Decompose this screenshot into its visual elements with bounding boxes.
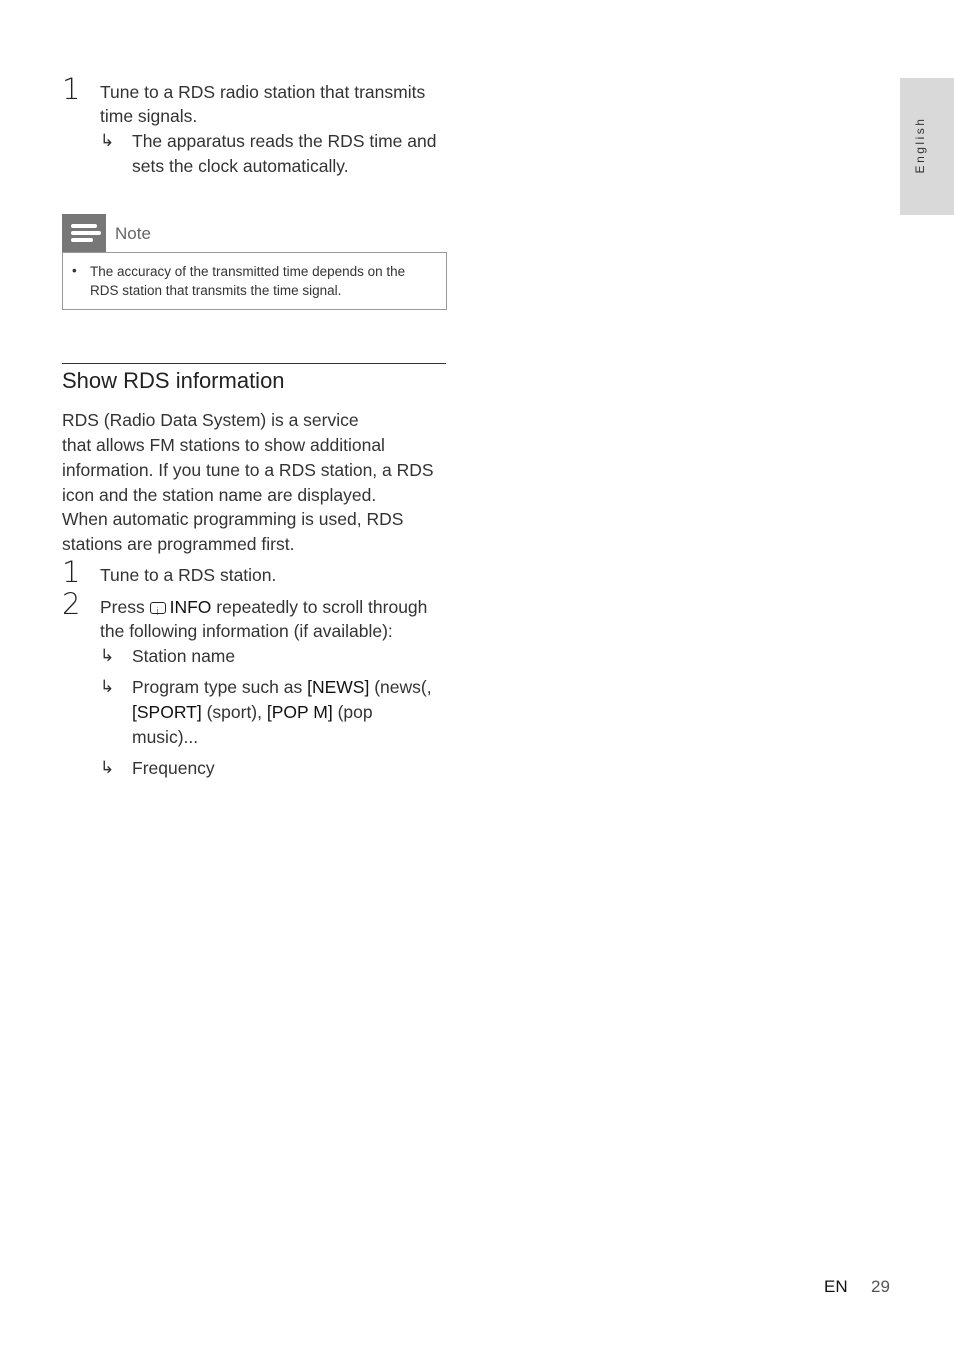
result-program-type-line [132,675,432,700]
result-text-line: sets the clock automatically. [132,156,349,176]
step-text: Tune to a RDS station. [100,565,277,585]
intro-line: icon and the station name are displayed. [62,485,377,505]
step-text-line: Tune to a RDS radio station that transmits [100,82,426,102]
result-program-type-line: music)... [132,727,199,747]
result-program-type-line [132,700,373,725]
step-press-word: Press [100,597,145,617]
program-news-desc: (news(, [374,677,432,697]
intro-line: information. If you tune to a RDS station, a RDS [62,460,434,480]
note-title: Note [115,224,151,243]
program-pop-desc: (pop [337,702,373,722]
step-number: 1 [62,72,81,106]
language-tab-label: English [913,116,927,174]
result-arrow-icon: ↳ [100,646,115,666]
note-text-line: RDS station that transmits the time signal. [90,283,342,298]
step-number: 1 [62,555,81,589]
intro-line: When automatic programming is used, RDS [62,509,404,529]
step-text-line: time signals. [100,106,198,126]
info-button-icon [150,602,166,614]
step-text-rest: repeatedly to scroll through [216,597,428,617]
intro-line: that allows FM stations to show additional [62,435,385,455]
result-arrow-icon: ↳ [100,131,115,151]
note-box [62,252,447,310]
section-title: Show RDS information [62,368,285,393]
program-pop: [POP M] [266,702,333,722]
page-number: 29 [871,1277,890,1296]
program-news: [NEWS] [307,677,370,697]
section-divider [62,363,446,364]
step-text-line [100,595,427,620]
result-arrow-icon: ↳ [100,677,115,697]
step-number: 2 [62,587,81,621]
note-lines-icon [62,214,106,252]
result-text-line: The apparatus reads the RDS time and [132,131,437,151]
program-sport: [SPORT] [132,702,202,722]
result-arrow-icon: ↳ [100,758,115,778]
note-text-line: The accuracy of the transmitted time depends on the [90,264,406,279]
note-bullet: • [72,263,77,278]
footer-language: EN [824,1277,848,1296]
info-button-label: INFO [169,597,212,617]
program-prefix: Program type such as [132,677,303,697]
intro-line: RDS (Radio Data System) is a service [62,410,359,430]
intro-line: stations are programmed first. [62,534,295,554]
result-frequency: Frequency [132,758,215,778]
result-station-name: Station name [132,646,236,666]
program-sport-desc: (sport), [206,702,263,722]
language-tab [900,78,954,215]
step-text-line: the following information (if available): [100,621,393,641]
